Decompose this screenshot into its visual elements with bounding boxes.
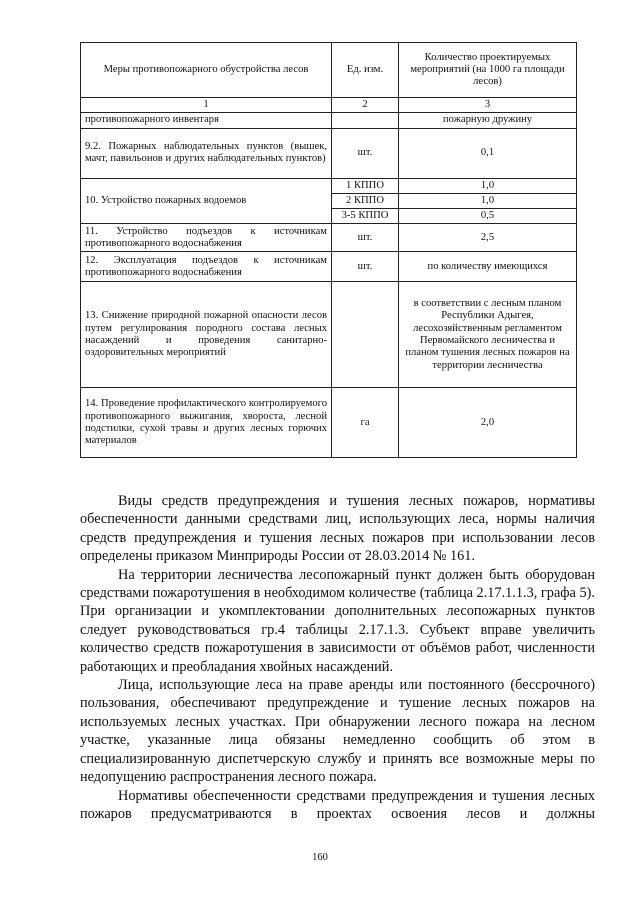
value-cell: 0,5 [399,209,577,224]
table-row [81,388,577,458]
value-cell: в соответствии с лесным планом Республики Адыгея, лесохозяйственным регламентом Первомайского лесничества и планом тушения лесных пожаров на территории лесничества [399,282,577,388]
table-row [81,224,577,252]
value-cell: пожарную дружину [399,113,577,128]
unit-cell [332,282,399,388]
value-cell: 1,0 [399,178,577,193]
value-cell: по количеству имеющихся [399,252,577,282]
measure-cell: 10. Устройство пожарных водоемов [81,178,332,224]
column-number-3: 3 [399,98,577,113]
unit-cell [332,113,399,128]
header-unit: Ед. изм. [332,43,399,98]
fire-prevention-measures-table [80,42,577,458]
value-cell: 1,0 [399,193,577,208]
table-row [81,128,577,178]
unit-cell: га [332,388,399,458]
header-quantity: Количество проектируемых мероприятий (на 1000 га площади лесов) [399,43,577,98]
paragraph: Лица, использующие леса на праве аренды или постоянного (бессрочного) пользования, обеспечивают предупреждение и тушение лесных пожаров на используемых лесных участках. При обнаружении лесного пожара на лесном участке, указанные лица обязаны немедленно сообщить об этом в специализированную диспетчерскую службу и принять все возможные меры по недопущению распространения лесного пожара. [80,677,595,786]
table-header-row [81,43,577,98]
paragraph: Нормативы обеспеченности средствами предупреждения и тушения лесных пожаров предусматриваются в проектах освоения лесов и должны [80,787,595,822]
measure-cell: 13. Снижение природной пожарной опасности лесов путем регулирования породного состава лесных насаждений и проведения санитарно-оздоровительных мероприятий [81,282,332,388]
column-number-2: 2 [332,98,399,113]
paragraph: На территории лесничества лесопожарный пункт должен быть оборудован средствами пожаротушения в необходимом количестве (таблица 2.17.1.1.3, графа 5). При организации и укомплектовании дополнительных лесопожарных пунктов следует руководствоваться гр.4 таблицы 2.17.1.3. Субъект вправе увеличить количество средств пожаротушения в зависимости от объёмов работ, численности работающих и преобладания хвойных насаждений. [80,566,595,675]
table-numbering-row [81,98,577,113]
measure-cell: 11. Устройство подъездов к источникам противопожарного водоснабжения [81,224,332,252]
unit-cell: шт. [332,128,399,178]
header-measures: Меры противопожарного обустройства лесов [81,43,332,98]
measure-cell: 14. Проведение профилактического контролируемого противопожарного выжигания, хвороста, лесной подстилки, сухой травы и других лесных горючих материалов [81,388,332,458]
unit-cell: шт. [332,224,399,252]
value-cell: 2,5 [399,224,577,252]
page-number: 160 [312,852,328,863]
table-row [81,252,577,282]
value-cell: 0,1 [399,128,577,178]
column-number-1: 1 [81,98,332,113]
measure-cell: 9.2. Пожарных наблюдательных пунктов (вышек, мачт, павильонов и других наблюдательных пунктов) [81,128,332,178]
unit-cell: 1 КППО [332,178,399,193]
table-row [81,113,577,128]
value-cell: 2,0 [399,388,577,458]
paragraph: Виды средств предупреждения и тушения лесных пожаров, нормативы обеспеченности данными средствами лиц, использующих леса, нормы наличия средств предупреждения и тушения лесных пожаров при использовании лесов определены приказом Минприроды России от 28.03.2014 № 161. [80,493,595,565]
table-row [81,282,577,388]
measure-cell: 12. Эксплуатация подъездов к источникам противопожарного водоснабжения [81,252,332,282]
unit-cell: 2 КППО [332,193,399,208]
table-row [81,178,577,193]
measure-cell: противопожарного инвентаря [81,113,332,128]
body-text [80,492,595,823]
unit-cell: шт. [332,252,399,282]
unit-cell: 3-5 КППО [332,209,399,224]
